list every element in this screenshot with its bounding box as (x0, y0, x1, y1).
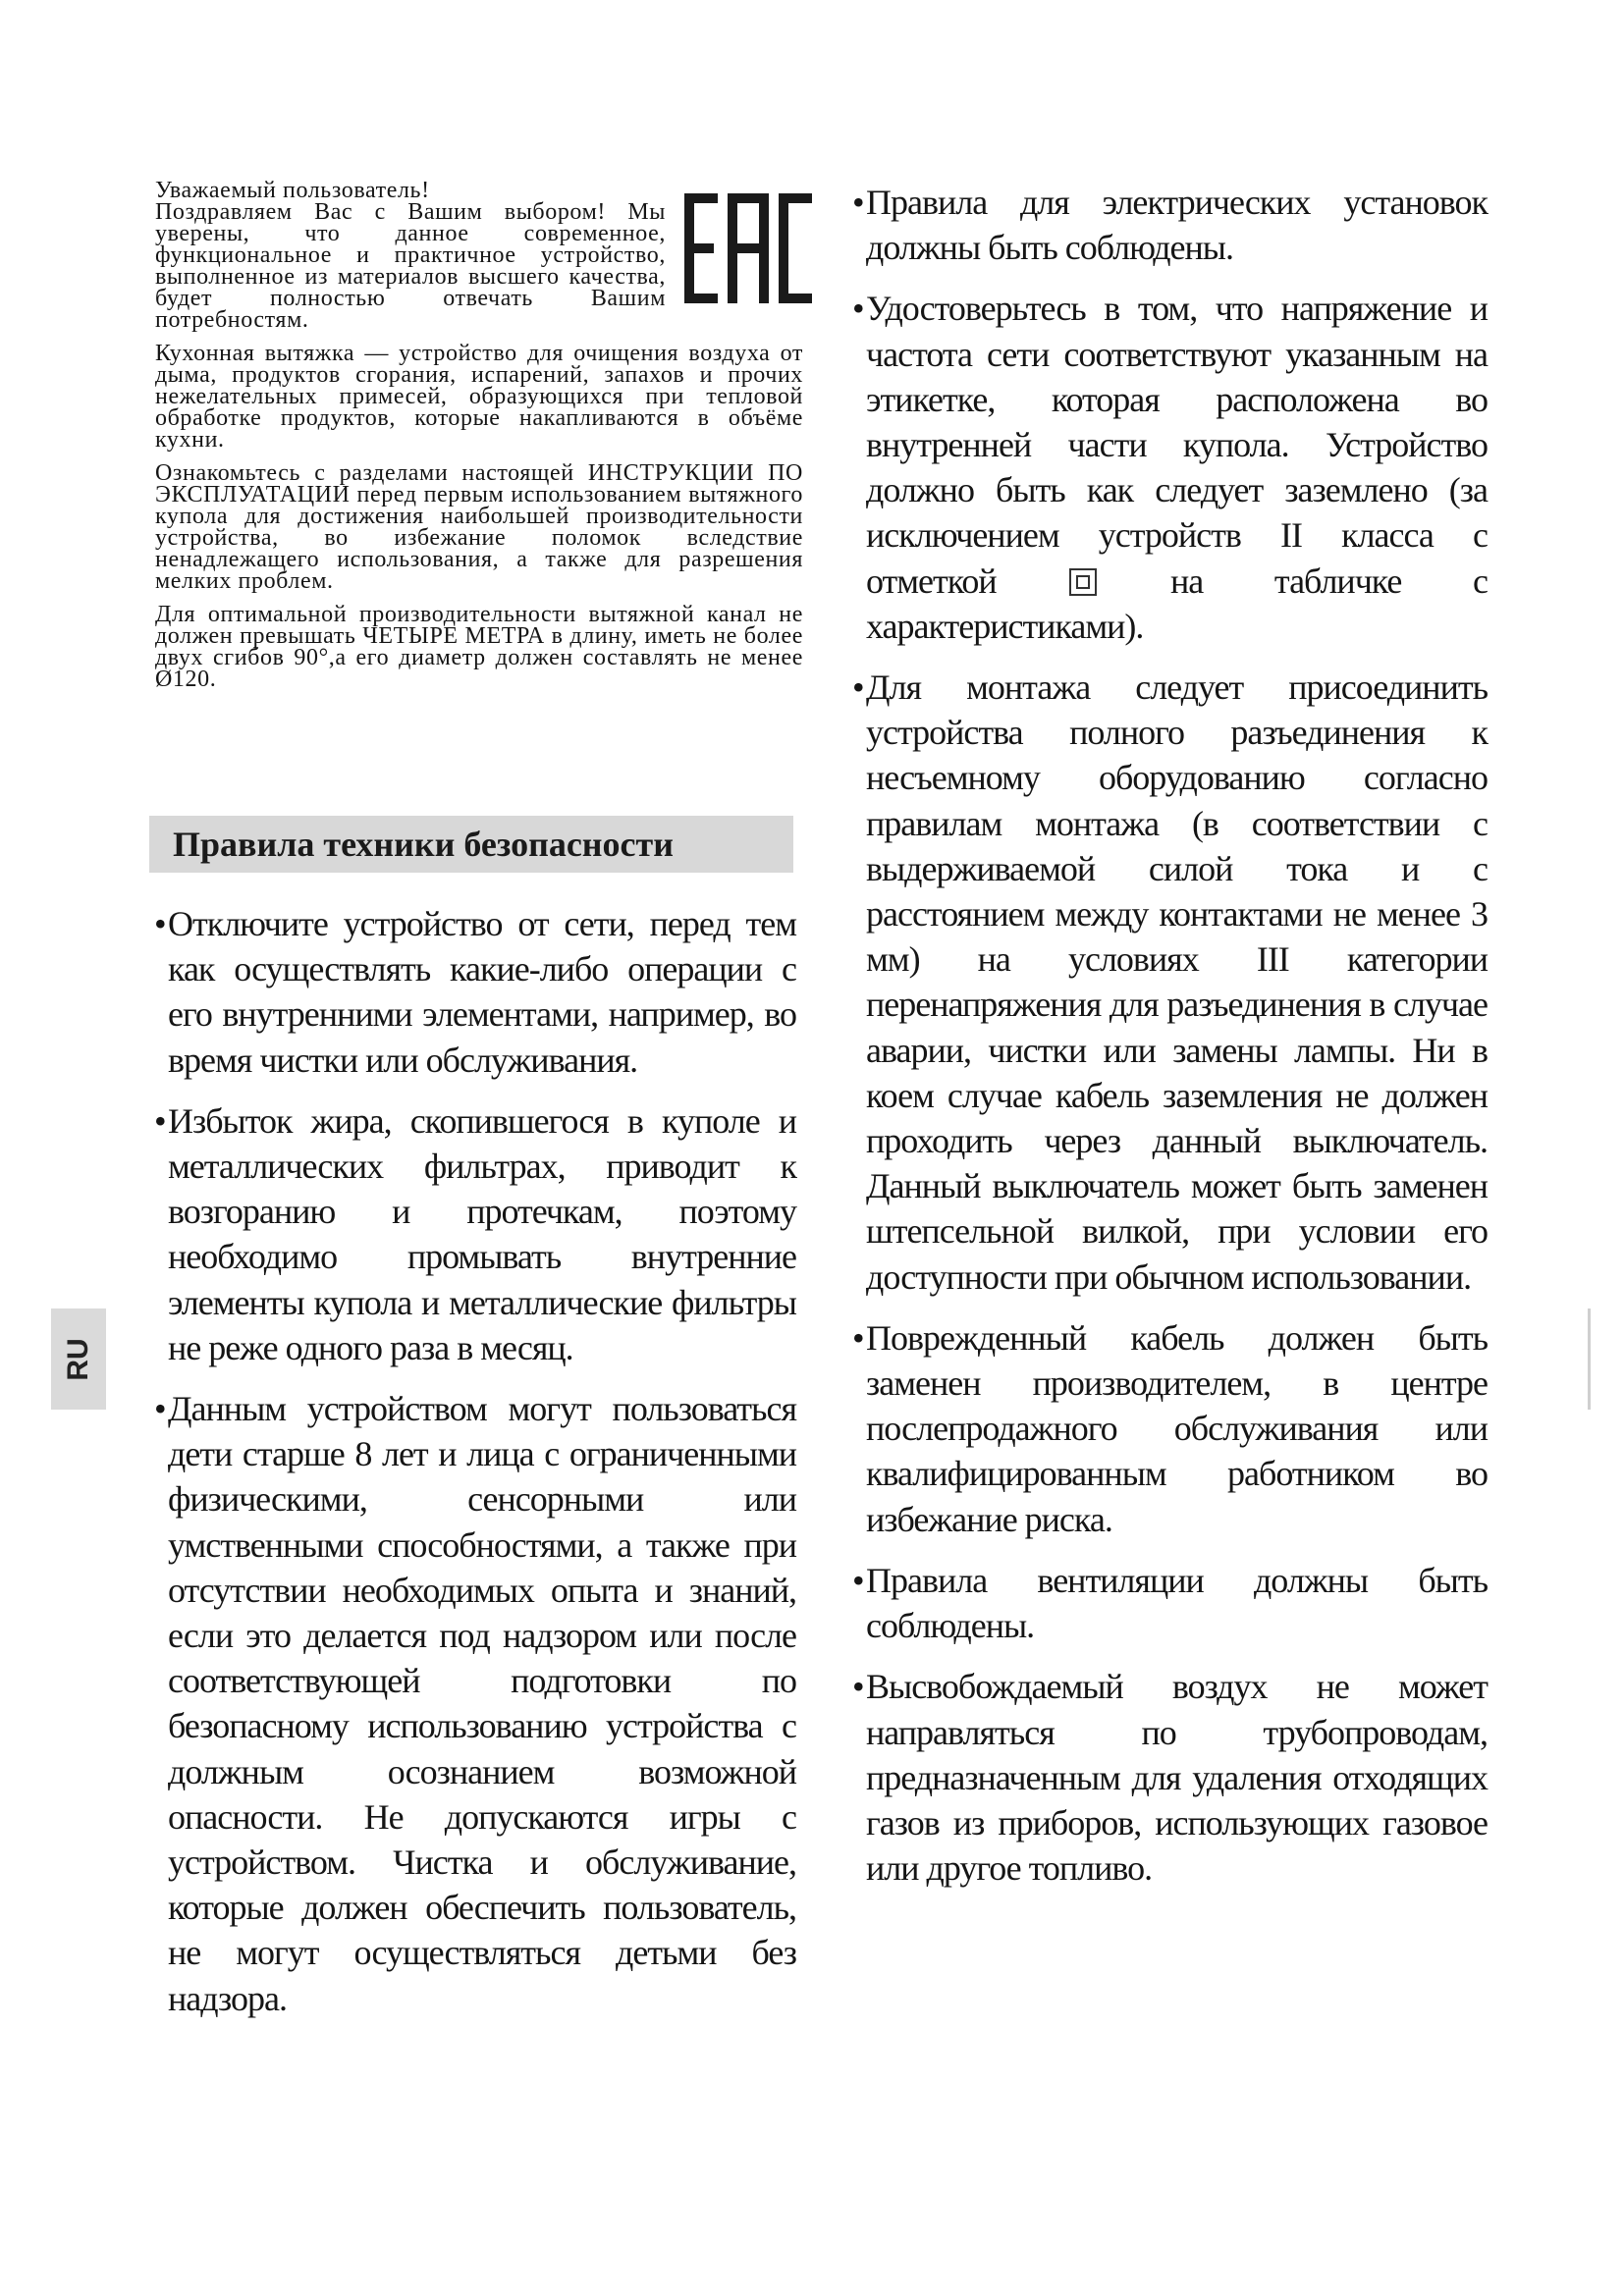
safety-rule-text: Отключите устройство от сети, перед тем как осуществлять какие-либо операции с его внутренними элементами, например, во время чистки или обслуживания. (168, 904, 796, 1080)
safety-rule (852, 286, 1488, 649)
bullet-marker: • (852, 1667, 864, 1707)
bullet-marker: • (852, 1560, 864, 1600)
safety-rule (852, 1315, 1488, 1542)
safety-rule (154, 901, 796, 1083)
safety-rule (852, 1558, 1488, 1648)
bullet-marker: • (154, 1389, 166, 1429)
bullet-marker: • (852, 289, 864, 329)
safety-rule-text: Поврежденный кабель должен быть заменен производителем, в центре послепродажного обслуживания или квалифицированным работником во избежание риска. (866, 1317, 1488, 1539)
bullet-marker: • (154, 904, 166, 943)
safety-rule-text-continued: на табличке с характеристиками). (866, 561, 1489, 646)
safety-rule (154, 1386, 796, 2021)
language-tab (51, 1308, 106, 1410)
page-edge-marker (1588, 1308, 1591, 1410)
section-heading-safety: Правила техники безопасности (149, 816, 793, 873)
safety-rule-text: Высвобождаемый воздух не может направляться по трубопроводам, предназначенным для удаления отходящих газов из приборов, использующих газовое или другое топливо. (866, 1667, 1488, 1889)
eac-logo (684, 193, 812, 303)
safety-rules-left-column (154, 901, 796, 2037)
safety-rule-text: Данным устройством могут пользоваться дети старше 8 лет и лица с ограниченными физическими, сенсорными или умственными способностями, а также при отсутствии необходимых опыта и знаний, если это делается под надзором или после соответствующей подготовки по безопасному использованию устройства с должным осознанием возможной опасности. Не допускаются игры с устройством. Чистка и обслуживание, которые должен обеспечить пользователь, не могут осуществляться детьми без надзора. (168, 1389, 796, 2018)
safety-rules-right-column (852, 180, 1488, 1906)
bullet-marker: • (852, 183, 864, 222)
safety-rule-text: Для монтажа следует присоединить устройства полного разъединения к несъемному оборудованию согласно правилам монтажа (в соответствии с выдерживаемой силой тока и с расстоянием между контактами не менее 3 мм) на условиях III категории перенапряжения для разъединения в случае аварии, чистки или замены лампы. Ни в коем случае кабель заземления не должен проходить через данный выключатель. Данный выключатель может быть заменен штепсельной вилкой, при условии его доступности при обычном использовании. (866, 667, 1488, 1297)
intro-read-instructions: Ознакомьтесь с разделами настоящей ИНСТРУКЦИИ ПО ЭКСПЛУАТАЦИИ перед первым использованием вытяжного купола для достижения наибольшей производительности устройства, во избежание поломок вследствие ненадлежащего использования, а также для разрешения мелких проблем. (155, 460, 803, 594)
intro-congratulations: Поздравляем Вас с Вашим выбором! Мы уверены, что данное современное, функциональное и практичное устройство, выполненное из материалов высшего качества, будет полностью отвечать Вашим потребностям. (155, 199, 666, 333)
safety-rule (852, 1664, 1488, 1891)
safety-rule-text: Удостоверьтесь в том, что напряжение и частота сети соответствуют указанным на этикетке, которая расположена во внутренней части купола. Устройство должно быть как следует заземлено (за исключением устройств II класса с отметкой (866, 289, 1488, 601)
safety-rule-text: Избыток жира, скопившегося в куполе и металлических фильтрах, приводит к возгоранию и протечкам, поэтому необходимо промывать внутренние элементы купола и металлические фильтры не реже одного раза в месяц. (168, 1100, 796, 1367)
bullet-marker: • (154, 1100, 166, 1141)
language-tab-label: RU (62, 1337, 94, 1381)
intro-duct-requirements: Для оптимальной производительности вытяжной канал не должен превышать ЧЕТЫРЕ МЕТРА в длину, иметь не более двух сгибов 90°,а его диаметр должен составлять не менее Ø120. (155, 602, 803, 692)
greeting: Уважаемый пользователь! (155, 178, 430, 203)
safety-rule (154, 1098, 796, 1370)
bullet-marker: • (852, 667, 864, 708)
intro-hood-description: Кухонная вытяжка — устройство для очищения воздуха от дыма, продуктов сгорания, испарений, запахов и прочих нежелательных примесей, образующихся при тепловой обработке продуктов, которые накапливаются в объёме кухни. (155, 341, 803, 453)
bullet-marker: • (852, 1317, 864, 1358)
double-insulation-icon (1069, 568, 1097, 596)
safety-rule (852, 665, 1488, 1300)
safety-rule-text: Правила для электрических установок должны быть соблюдены. (866, 183, 1488, 268)
safety-rule (852, 180, 1488, 270)
safety-rule-text: Правила вентиляции должны быть соблюдены. (866, 1560, 1488, 1646)
